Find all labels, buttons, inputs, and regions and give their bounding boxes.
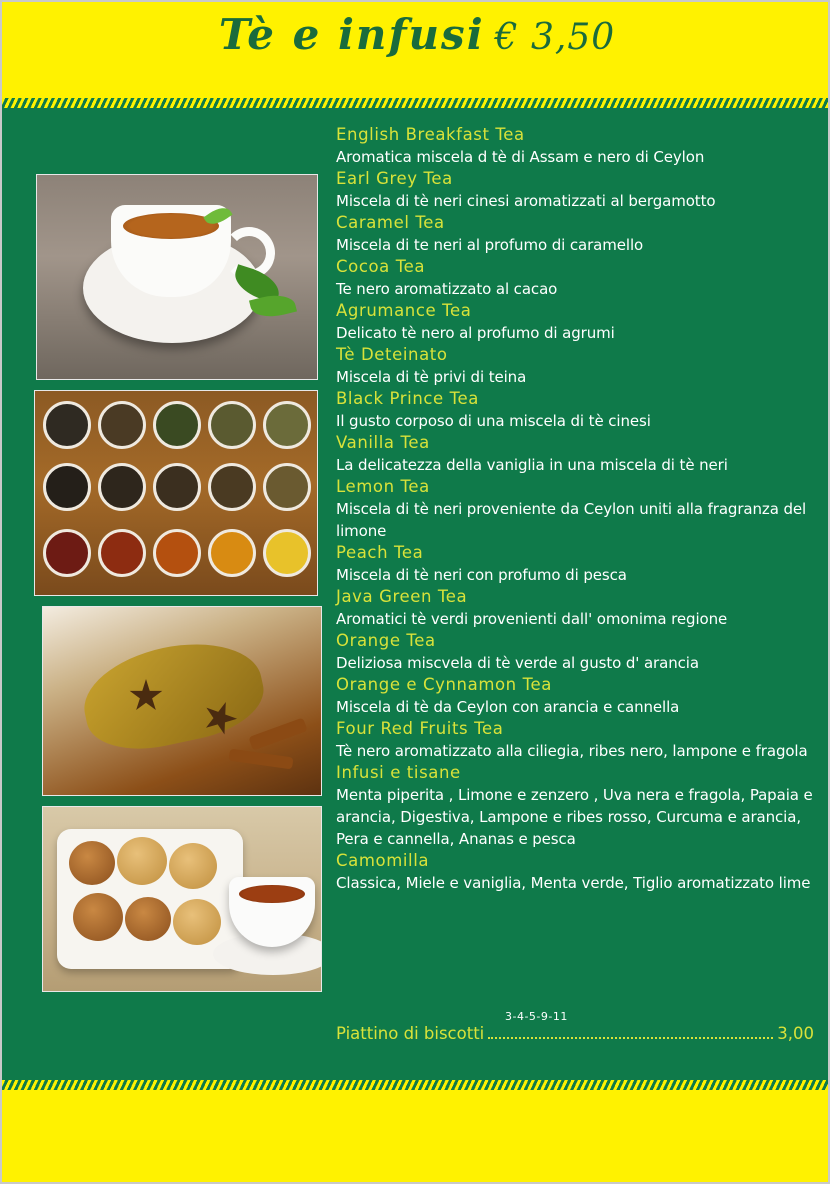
- menu-item-name: Peach Tea: [336, 543, 424, 562]
- tea-bowl: [98, 401, 146, 449]
- biscuit-shape: [117, 837, 167, 885]
- menu-item: [336, 256, 814, 300]
- menu-item: [336, 850, 814, 894]
- menu-item-desc: Miscela di tè neri proveniente da Ceylon uniti alla fragranza del limone: [336, 500, 807, 540]
- menu-item-name: English Breakfast Tea: [336, 125, 525, 144]
- page-title-price: € 3,50: [494, 17, 616, 58]
- tea-bowl: [98, 529, 146, 577]
- menu-item-desc: Miscela di tè neri cinesi aromatizzati al bergamotto: [336, 192, 716, 210]
- tea-bowl: [263, 401, 311, 449]
- menu-item-name: Cocoa Tea: [336, 257, 426, 276]
- menu-item-desc: Aromatica miscela d tè di Assam e nero di Ceylon: [336, 148, 705, 166]
- menu-item-name: Java Green Tea: [336, 587, 468, 606]
- tea-bowl: [153, 401, 201, 449]
- tea-bowl: [208, 401, 256, 449]
- menu-item-desc: Miscela di tè da Ceylon con arancia e cannella: [336, 698, 680, 716]
- divider-bottom: [2, 1080, 830, 1090]
- menu-item-desc: Miscela di tè privi di teina: [336, 368, 527, 386]
- menu-item: [336, 674, 814, 718]
- tea-bowl: [153, 463, 201, 511]
- menu-item: [336, 168, 814, 212]
- cup-of-tea-photo: [36, 174, 318, 380]
- menu-item: [336, 344, 814, 388]
- cinnamon-stick-shape: [228, 749, 293, 770]
- menu-item-desc: Delicato tè nero al profumo di agrumi: [336, 324, 615, 342]
- tea-bowl: [43, 401, 91, 449]
- menu-item-name: Earl Grey Tea: [336, 169, 453, 188]
- menu-item-desc: Miscela di te neri al profumo di caramello: [336, 236, 644, 254]
- cinnamon-stick-shape: [248, 718, 307, 751]
- menu-item: [336, 718, 814, 762]
- menu-item-desc: Deliziosa miscvela di tè verde al gusto d' arancia: [336, 654, 699, 672]
- menu-item: [336, 124, 814, 168]
- menu-item: [336, 630, 814, 674]
- menu-item-desc: Te nero aromatizzato al cacao: [336, 280, 558, 298]
- menu-item-desc: Menta piperita , Limone e zenzero , Uva nera e fragola, Papaia e arancia, Digestiva, Lampone e ribes rosso, Curcuma e arancia, Pera e cannella, Ananas e pesca: [336, 786, 813, 848]
- allergen-codes: 3-4-5-9-11: [505, 1010, 568, 1023]
- menu-item-name: Agrumance Tea: [336, 301, 472, 320]
- spoon-shape: [75, 629, 271, 760]
- menu-item-desc: La delicatezza della vaniglia in una miscela di tè neri: [336, 456, 728, 474]
- menu-item-desc: Il gusto corposo di una miscela di tè cinesi: [336, 412, 651, 430]
- bowl-row: [43, 463, 311, 519]
- menu-item-name: Orange Tea: [336, 631, 436, 650]
- menu-item: [336, 542, 814, 586]
- tea-bowl: [153, 529, 201, 577]
- tea-bowl: [43, 463, 91, 511]
- menu-item: [336, 432, 814, 476]
- menu-item-name: Tè Deteinato: [336, 345, 448, 364]
- biscuit-plate-row: [336, 1024, 814, 1044]
- leader-dots: [488, 1036, 773, 1039]
- biscuit-shape: [173, 899, 221, 945]
- biscuit-plate-label: Piattino di biscotti: [336, 1024, 485, 1043]
- tea-bowl: [263, 529, 311, 577]
- menu-item-name: Caramel Tea: [336, 213, 445, 232]
- tea-bowl: [208, 529, 256, 577]
- tea-leaves-bowls-photo: [34, 390, 318, 596]
- menu-list: [336, 124, 814, 894]
- menu-item-desc: Classica, Miele e vaniglia, Menta verde, Tiglio aromatizzato lime: [336, 874, 811, 892]
- spices-infusion-photo: [42, 606, 322, 796]
- menu-item-name: Camomilla: [336, 851, 430, 870]
- menu-item: [336, 300, 814, 344]
- menu-item-name: Four Red Fruits Tea: [336, 719, 504, 738]
- biscuit-shape: [125, 897, 171, 941]
- biscuit-shape: [169, 843, 217, 889]
- menu-item: [336, 212, 814, 256]
- menu-item: [336, 476, 814, 542]
- biscuit-shape: [69, 841, 115, 885]
- menu-item: [336, 388, 814, 432]
- tea-bowl: [263, 463, 311, 511]
- top-banner: [2, 2, 830, 98]
- menu-item-desc: Tè nero aromatizzato alla ciliegia, ribes nero, lampone e fragola: [336, 742, 808, 760]
- menu-item-name: Black Prince Tea: [336, 389, 479, 408]
- menu-item-name: Lemon Tea: [336, 477, 430, 496]
- menu-item-name: Orange e Cynnamon Tea: [336, 675, 552, 694]
- menu-item: [336, 586, 814, 630]
- tea-bowl: [98, 463, 146, 511]
- tea-bowl: [208, 463, 256, 511]
- bottom-banner: [2, 1090, 830, 1184]
- bowl-row: [43, 401, 311, 457]
- page-title-text: Tè e infusi: [218, 10, 485, 59]
- biscuits-and-tea-photo: [42, 806, 322, 992]
- menu-item-desc: Miscela di tè neri con profumo di pesca: [336, 566, 627, 584]
- biscuit-plate-price: 3,00: [777, 1024, 814, 1043]
- menu-item-name: Vanilla Tea: [336, 433, 430, 452]
- menu-item: [336, 762, 814, 850]
- bowl-row: [43, 529, 311, 585]
- tea-bowl: [43, 529, 91, 577]
- biscuit-shape: [73, 893, 123, 941]
- divider-top: [2, 98, 830, 108]
- page-title: [2, 10, 830, 59]
- menu-item-desc: Aromatici tè verdi provenienti dall' omonima regione: [336, 610, 728, 628]
- menu-content: [2, 108, 830, 1080]
- menu-item-name: Infusi e tisane: [336, 763, 461, 782]
